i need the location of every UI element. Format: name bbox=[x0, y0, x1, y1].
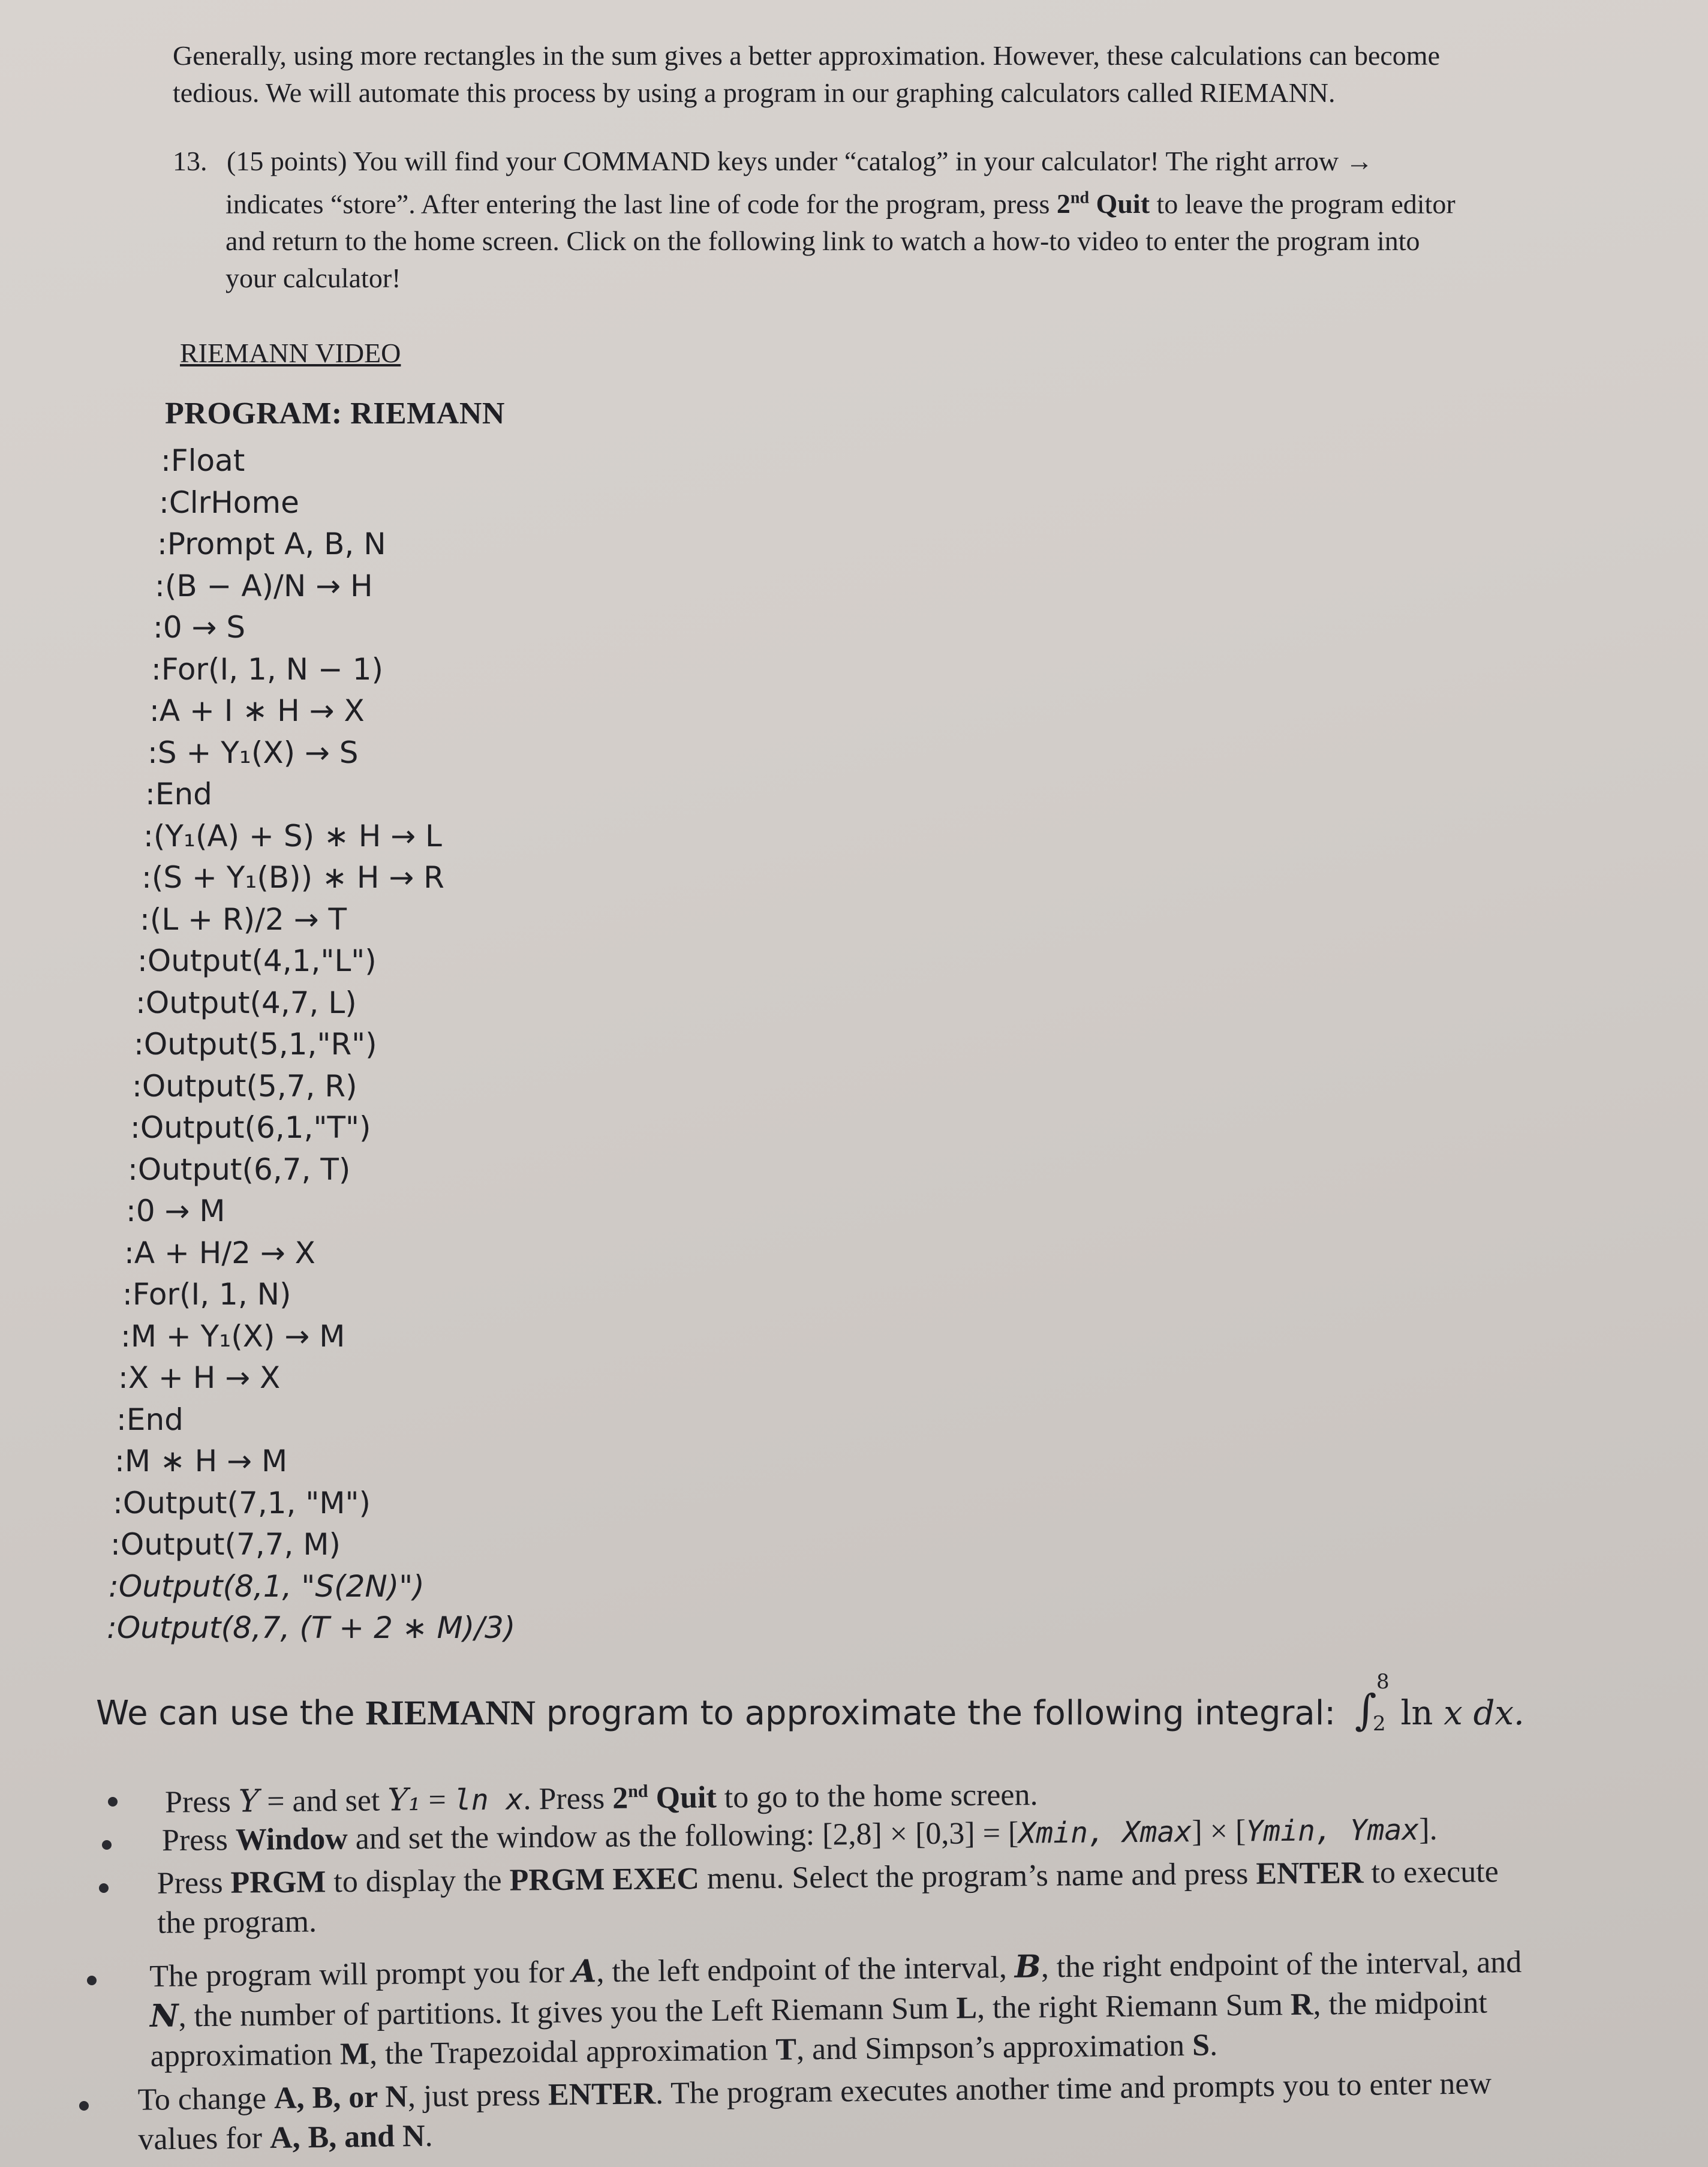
code-line: :Output(4,1,"L") bbox=[137, 943, 377, 978]
code-line: :Output(7,7, M) bbox=[110, 1527, 341, 1562]
problem-number: 13. bbox=[173, 146, 208, 176]
bullet-3: Press PRGM to display the PRGM EXEC menu. Select the program’s name and press ENTER to execute the program. bbox=[157, 1855, 1499, 1940]
bullet-4: The program will prompt you for A, the left endpoint of the interval, B, the right endpoint of the interval, and N, the number of partitions. It gives you the Left Riemann Sum L, the right Riemann Sum R, the midpoint approximation M, the Trapezoidal approximation T, and Simpson’s approximation S. bbox=[149, 1945, 1522, 2073]
riemann-video-link[interactable]: RIEMANN VIDEO bbox=[180, 338, 401, 368]
intro-line-2: tedious. We will automate this process by using a program in our graphing calculators called RIEMANN. bbox=[173, 77, 1336, 108]
problem-line-1: (15 points) You will find your COMMAND keys under “catalog” in your calculator! The right arrow → bbox=[227, 146, 1373, 176]
code-line: :A + H/2 → X bbox=[124, 1236, 315, 1270]
code-line: :Output(6,1,"T") bbox=[130, 1110, 371, 1145]
code-line: :(L + R)/2 → T bbox=[140, 902, 347, 937]
bullet-dot bbox=[102, 1840, 112, 1850]
code-line: :A + I ∗ H → X bbox=[149, 693, 365, 728]
code-line: :0 → M bbox=[126, 1194, 225, 1228]
problem-line-3: and return to the home screen. Click on the following link to watch a how-to video to enter the program into bbox=[225, 226, 1420, 257]
problem-13 bbox=[173, 143, 1660, 297]
code-line: :For(I, 1, N) bbox=[122, 1277, 291, 1312]
code-line: :End bbox=[116, 1402, 184, 1437]
code-line: :For(I, 1, N − 1) bbox=[151, 652, 384, 687]
integral-sentence: We can use the RIEMANN program to approximate the following integral: ∫ 8 2 ln x dx. bbox=[96, 1670, 1524, 1736]
code-line: :M ∗ H → M bbox=[115, 1444, 288, 1478]
code-line: :Output(6,7, T) bbox=[128, 1152, 351, 1187]
code-line: :Output(8,1, "S(2N)") bbox=[109, 1569, 425, 1604]
problem-line-4: your calculator! bbox=[225, 263, 401, 294]
code-line: :ClrHome bbox=[159, 485, 299, 520]
code-line: :(S + Y₁(B)) ∗ H → R bbox=[142, 860, 444, 895]
intro-line-1: Generally, using more rectangles in the sum gives a better approximation. However, these calculations can become bbox=[173, 40, 1440, 71]
code-line: :Output(5,1,"R") bbox=[134, 1027, 377, 1062]
bullet-2: Press Window and set the window as the following: [2,8] × [0,3] = [Xmin, Xmax] × [Ymin, Ymax]. bbox=[161, 1812, 1438, 1858]
code-line: :0 → S bbox=[153, 610, 246, 645]
problem-line-2: indicates “store”. After entering the last line of code for the program, press 2nd Quit to leave the program editor bbox=[225, 188, 1456, 220]
code-line: :X + H → X bbox=[118, 1360, 281, 1395]
bullet-dot bbox=[87, 1976, 97, 1985]
code-line: :Output(5,7, R) bbox=[132, 1069, 357, 1104]
code-line: :Output(7,1, "M") bbox=[113, 1486, 371, 1520]
program-title: PROGRAM: RIEMANN bbox=[165, 396, 505, 431]
intro-paragraph bbox=[173, 37, 1660, 112]
bullet-dot bbox=[99, 1883, 109, 1893]
bullet-5: To change A, B, or N, just press ENTER. The program executes another time and prompts you to enter new values for A, B, and N. bbox=[137, 2066, 1492, 2157]
code-line: :Float bbox=[161, 443, 245, 478]
code-line: :S + Y₁(X) → S bbox=[148, 735, 359, 770]
bullet-dot bbox=[108, 1797, 118, 1807]
code-line: :M + Y₁(X) → M bbox=[121, 1319, 345, 1354]
code-line: :End bbox=[145, 777, 212, 812]
code-line: :Output(8,7, (T + 2 ∗ M)/3) bbox=[107, 1610, 516, 1645]
integral-expression: ∫ 8 2 ln x dx. bbox=[1354, 1670, 1524, 1736]
code-line: :(B − A)/N → H bbox=[155, 569, 373, 603]
code-line: :(Y₁(A) + S) ∗ H → L bbox=[143, 819, 442, 853]
code-line: :Prompt A, B, N bbox=[157, 527, 386, 561]
code-line: :Output(4,7, L) bbox=[136, 985, 357, 1020]
bullet-1: Press Y = and set Y₁ = ln x. Press 2nd Quit to go to the home screen. bbox=[164, 1777, 1038, 1820]
bullet-dot bbox=[79, 2101, 89, 2111]
